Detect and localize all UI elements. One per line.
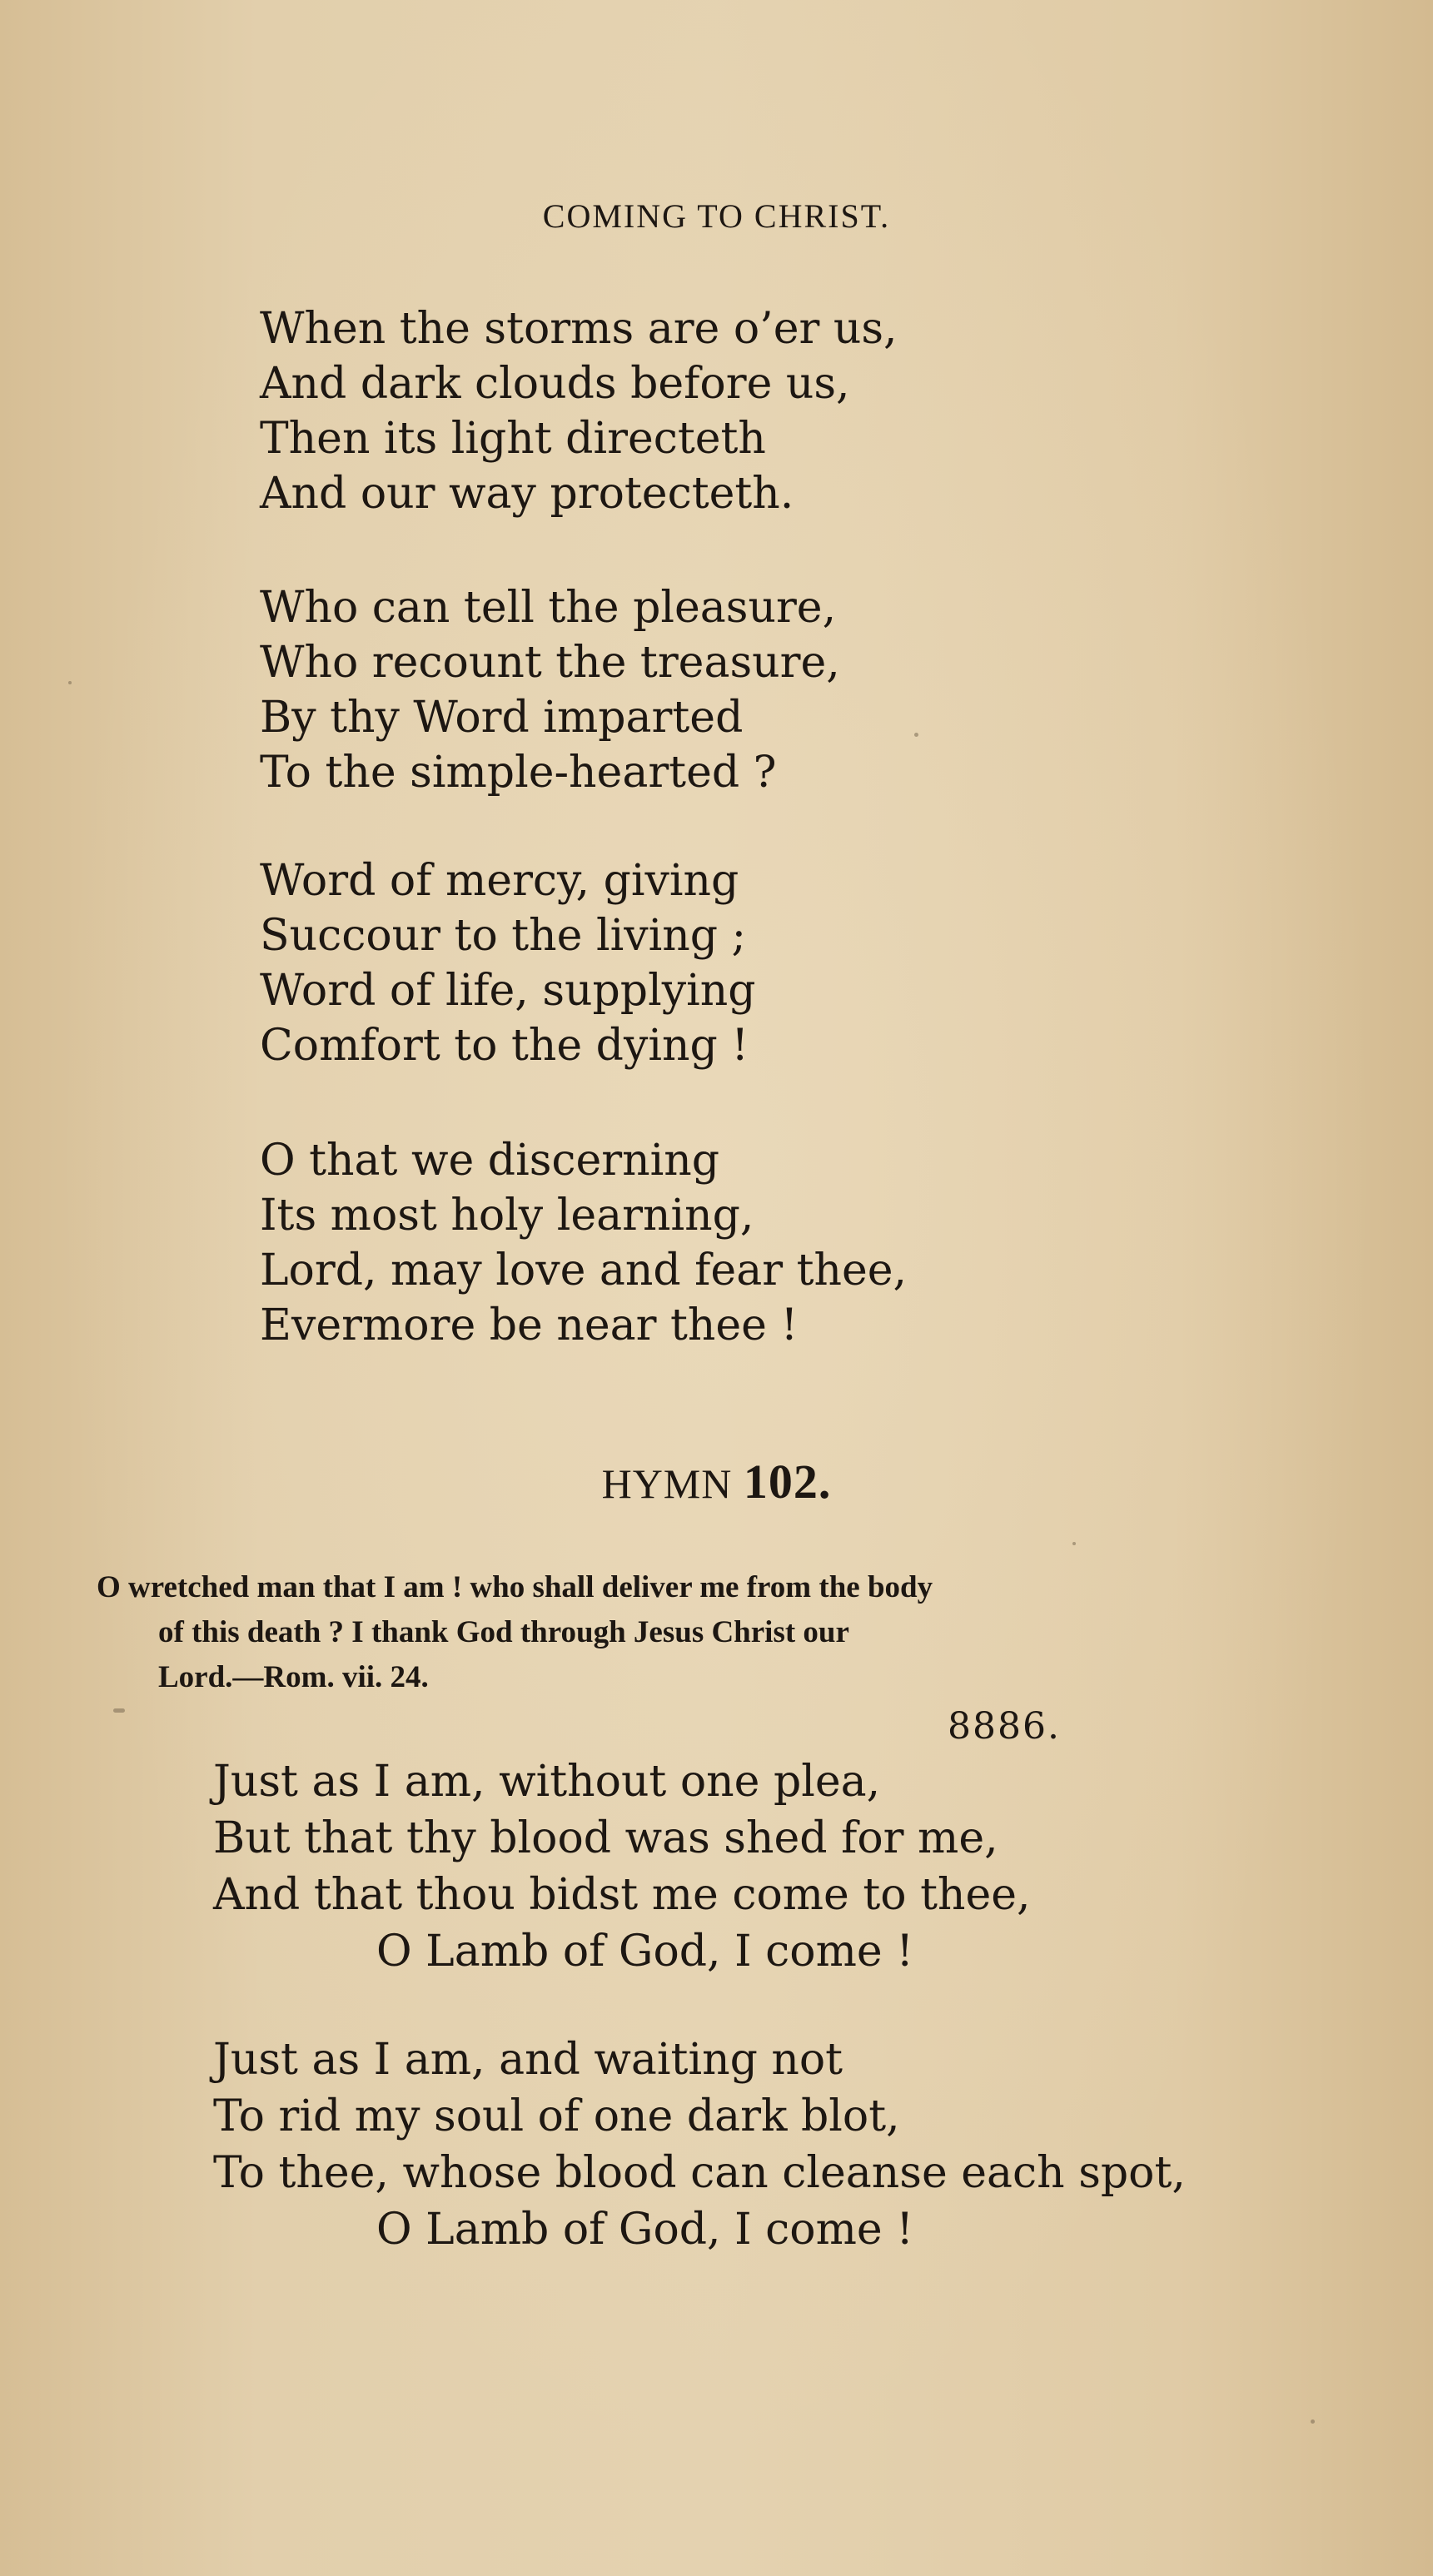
epigraph-line: of this death ? I thank God through Jesus Christ our <box>158 1615 849 1649</box>
verse-line: To thee, whose blood can cleanse each spot, <box>213 2148 1186 2198</box>
verse-line: Who recount the treasure, <box>260 638 840 688</box>
verse-line: Just as I am, without one plea, <box>213 1757 881 1807</box>
refrain-line: O Lamb of God, I come ! <box>376 2205 914 2255</box>
verse-line: When the storms are o’er us, <box>260 304 898 354</box>
hymn-number: 102. <box>743 1455 832 1509</box>
hymn-meter: 8886. <box>948 1705 1061 1748</box>
verse-line: Who can tell the pleasure, <box>260 583 837 633</box>
verse-line: Evermore be near thee ! <box>260 1300 799 1350</box>
verse-line: Word of life, supplying <box>260 966 756 1016</box>
epigraph-line: O wretched man that I am ! who shall deliver me from the body <box>97 1570 933 1604</box>
stanza <box>260 580 840 800</box>
verse-line: Comfort to the dying ! <box>260 1021 749 1071</box>
verse-line: By thy Word imparted <box>260 693 744 743</box>
verse-line: Its most holy learning, <box>260 1191 754 1241</box>
hymn-stanza <box>213 2031 1186 2258</box>
verse-line: To rid my soul of one dark blot, <box>213 2091 900 2141</box>
stanza <box>260 301 898 521</box>
hymn-title <box>0 1454 1433 1509</box>
verse-line: And our way protecteth. <box>260 469 794 519</box>
paper-speck <box>1072 1542 1076 1545</box>
verse-line: To the simple-hearted ? <box>260 748 777 798</box>
verse-line: Just as I am, and waiting not <box>213 2035 843 2085</box>
verse-line: But that thy blood was shed for me, <box>213 1813 998 1863</box>
paper-speck <box>914 733 918 737</box>
verse-line: Word of mercy, giving <box>260 856 739 906</box>
refrain-line: O Lamb of God, I come ! <box>376 1927 914 1977</box>
paper-speck <box>113 1708 125 1713</box>
epigraph-line: Lord.—Rom. vii. 24. <box>158 1660 429 1694</box>
hymn-stanza <box>213 1753 1031 1980</box>
paper-speck <box>68 681 72 684</box>
scripture-epigraph <box>97 1565 1187 1700</box>
hymn-label: HYMN <box>601 1460 733 1507</box>
paper-speck <box>1311 2419 1315 2424</box>
stanza <box>260 1133 907 1353</box>
verse-line: Succour to the living ; <box>260 911 747 961</box>
verse-line: And that thou bidst me come to thee, <box>213 1870 1031 1920</box>
verse-line: Lord, may love and fear thee, <box>260 1246 908 1295</box>
verse-line: And dark clouds before us, <box>260 359 850 409</box>
verse-line: O that we discerning <box>260 1136 720 1186</box>
stanza <box>260 853 756 1073</box>
running-head: COMING TO CHRIST. <box>542 197 891 235</box>
verse-line: Then its light directeth <box>260 414 766 464</box>
